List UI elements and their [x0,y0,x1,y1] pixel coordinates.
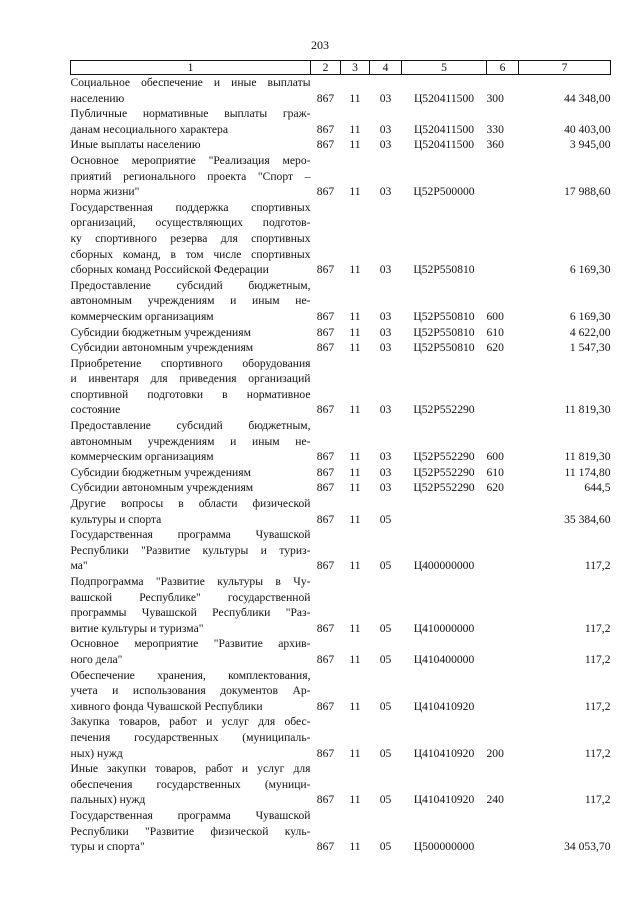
column-header: 3 [341,61,370,75]
table-row [71,356,611,418]
expense-type-code: 200 [486,746,504,760]
expense-type-code [487,200,519,278]
target-article-code: Ц410410920 [413,746,475,760]
target-article-code [402,496,487,527]
item-name-line: населению [70,91,125,105]
ministry-code: 867 [316,481,335,495]
item-name-line: ных) нужд [70,746,123,760]
subsection-code: 03 [379,403,392,417]
target-article-code: Ц520411500 [413,138,475,152]
item-name-line: Субсидии бюджетным учреждениям [70,465,251,479]
section-code: 11 [349,91,361,105]
section-code: 11 [349,746,361,760]
table-row [71,668,611,715]
subsection-code: 03 [379,481,392,495]
item-name-line: хивного фонда Чувашской Республики [70,699,263,713]
target-article-code: Ц410000000 [413,621,475,635]
table-row [71,278,611,325]
amount: 6 169,30 [569,309,611,323]
item-name-line: коммерческим организациям [70,450,214,464]
section-code: 11 [349,465,361,479]
table-row [71,574,611,636]
target-article-code: Ц52Р550810 [413,325,475,339]
ministry-code: 867 [316,840,335,854]
table-row [71,106,611,137]
section-code: 11 [349,559,361,573]
item-name-line: Закупка товаров, работ и услуг для обес- [70,715,311,729]
item-name [71,200,311,278]
item-name-line: ма" [70,559,88,573]
ministry-code: 867 [316,699,335,713]
target-article-code: Ц52Р552290 [413,481,475,495]
section-code: 11 [349,341,361,355]
ministry-code: 867 [316,621,335,635]
subsection-code: 03 [379,185,392,199]
item-name-line: Подпрограмма "Развитие культуры в Чу- [70,575,311,588]
item-name [71,714,311,761]
item-name-line: печения государственных (муниципаль- [70,730,311,744]
item-name [71,761,311,808]
ministry-code: 867 [316,746,335,760]
subsection-code: 03 [379,263,392,277]
expense-type-code [487,808,519,855]
section-code: 11 [349,138,361,152]
item-name-line: данам несоциального характера [70,122,228,136]
item-name-line: Публичные нормативные выплаты граж- [70,107,311,121]
item-name [71,418,311,465]
item-name [71,465,311,481]
item-name [71,480,311,496]
subsection-code: 05 [379,699,392,713]
amount: 35 384,60 [564,512,611,526]
ministry-code: 867 [316,309,335,323]
ministry-code: 867 [316,465,335,479]
table-row [71,153,611,200]
section-code: 11 [349,263,361,277]
ministry-code: 867 [316,341,335,355]
item-name-line: программы Чувашской Республики "Раз- [70,606,311,620]
expense-type-code [487,153,519,200]
item-name-line: Государственная программа Чувашской [70,808,311,822]
item-name [71,808,311,855]
item-name-line: сборных команд Российской Федерации [70,263,269,277]
item-name-line: спортивной подготовки в нормативное [70,387,311,401]
ministry-code: 867 [316,403,335,417]
section-code: 11 [349,699,361,713]
section-code: 11 [349,652,361,666]
expense-type-code [487,496,519,527]
item-name-line: культуры и спорта [70,512,162,526]
item-name [71,153,311,200]
ministry-code: 867 [316,325,335,339]
item-name [71,356,311,418]
table-row [71,200,611,278]
ministry-code: 867 [316,122,335,136]
item-name [71,137,311,153]
amount: 117,2 [584,746,611,760]
item-name-line: Приобретение спортивного оборудования [70,356,311,370]
section-code: 11 [349,325,361,339]
subsection-code: 05 [379,746,392,760]
subsection-code: 05 [379,559,392,573]
section-code: 11 [349,185,361,199]
column-header: 4 [370,61,402,75]
item-name-line: и инвентаря для приведения организаций [70,372,311,386]
item-name-line: Предоставление субсидий бюджетным, [70,278,311,292]
expense-type-code: 360 [486,138,504,152]
expense-type-code: 330 [486,122,504,136]
budget-table [70,60,611,855]
item-name-line: коммерческим организациям [70,309,214,323]
section-code: 11 [349,621,361,635]
item-name-line: туры и спорта" [70,840,145,854]
table-row [71,340,611,356]
item-name-line: Иные выплаты населению [70,138,201,152]
item-name [71,496,311,527]
table-row [71,137,611,153]
subsection-code: 05 [379,621,392,635]
target-article-code: Ц52Р550810 [413,309,475,323]
item-name-line: состояние [70,403,121,417]
target-article-code: Ц52Р552290 [413,465,475,479]
ministry-code: 867 [316,559,335,573]
section-code: 11 [349,122,361,136]
item-name-line: Другие вопросы в области физической [70,497,311,511]
item-name-line: обеспечения государственных (муници- [70,777,311,791]
section-code: 11 [349,403,361,417]
item-name-line: Иные закупки товаров, работ и услуг для [70,762,311,776]
item-name-line: пальных) нужд [70,793,146,807]
amount: 4 622,00 [569,325,611,339]
item-name-line: организаций, осуществляющих подготов- [70,216,311,230]
column-header: 5 [402,61,487,75]
item-name-line: приятий регионального проекта "Спорт – [70,169,311,183]
subsection-code: 03 [379,341,392,355]
header-row [71,61,611,75]
subsection-code: 03 [379,91,392,105]
item-name [71,574,311,636]
section-code: 11 [349,512,361,526]
expense-type-code: 610 [486,325,504,339]
subsection-code: 03 [379,122,392,136]
table-row [71,75,611,107]
target-article-code: Ц52Р552290 [413,450,475,464]
target-article-code: Ц52Р500000 [413,185,475,199]
item-name [71,668,311,715]
amount: 34 053,70 [564,840,611,854]
ministry-code: 867 [316,185,335,199]
item-name-line: автономным учреждениям и иным не- [70,294,311,308]
amount: 11 819,30 [564,450,611,464]
amount: 644,5 [584,481,611,495]
table-row [71,480,611,496]
expense-type-code: 300 [486,91,504,105]
item-name-line: норма жизни" [70,185,140,199]
section-code: 11 [349,450,361,464]
table-row [71,527,611,574]
item-name [71,325,311,341]
amount: 17 988,60 [564,185,611,199]
item-name-line: Обеспечение хранения, комплектования, [70,668,311,682]
subsection-code: 03 [379,138,392,152]
table-row [71,465,611,481]
column-header: 7 [519,61,611,75]
expense-type-code: 600 [486,309,504,323]
item-name-line: Социальное обеспечение и иные выплаты [70,76,311,89]
item-name [71,636,311,667]
ministry-code: 867 [316,263,335,277]
item-name-line: автономным учреждениям и иным не- [70,434,311,448]
amount: 11 819,30 [564,403,611,417]
subsection-code: 05 [379,840,392,854]
item-name-line: Предоставление субсидий бюджетным, [70,419,311,433]
amount: 117,2 [584,652,611,666]
table-row [71,325,611,341]
target-article-code: Ц410410920 [413,699,475,713]
subsection-code: 05 [379,652,392,666]
ministry-code: 867 [316,138,335,152]
item-name [71,106,311,137]
item-name [71,278,311,325]
column-header: 2 [311,61,341,75]
target-article-code: Ц52Р552290 [413,403,475,417]
item-name-line: Государственная поддержка спортивных [70,200,311,214]
expense-type-code: 620 [486,341,504,355]
item-name-line: Субсидии бюджетным учреждениям [70,325,251,339]
item-name [71,340,311,356]
amount: 117,2 [584,621,611,635]
subsection-code: 05 [379,512,392,526]
expense-type-code [487,574,519,636]
expense-type-code: 240 [486,793,504,807]
target-article-code: Ц410400000 [413,652,475,666]
item-name-line: Субсидии автономным учреждениям [70,481,254,495]
subsection-code: 03 [379,465,392,479]
amount: 117,2 [584,699,611,713]
section-code: 11 [349,840,361,854]
ministry-code: 867 [316,450,335,464]
amount: 3 945,00 [569,138,611,152]
expense-type-code: 600 [486,450,504,464]
expense-type-code [487,356,519,418]
table-row [71,636,611,667]
column-header: 1 [71,61,311,75]
item-name [71,75,311,107]
item-name-line: учета и использования документов Ар- [70,684,311,698]
amount: 1 547,30 [569,341,611,355]
item-name-line: витие культуры и туризма" [70,621,204,635]
amount: 6 169,30 [569,263,611,277]
target-article-code: Ц410410920 [413,793,475,807]
item-name-line: сборных команд, в том числе спортивных [70,247,311,261]
subsection-code: 05 [379,793,392,807]
table-row [71,418,611,465]
table-row [71,761,611,808]
subsection-code: 03 [379,450,392,464]
table-row [71,714,611,761]
item-name-line: Субсидии автономным учреждениям [70,341,254,355]
amount: 117,2 [584,793,611,807]
table-row [71,496,611,527]
item-name-line: Основное мероприятие "Реализация меро- [70,153,311,167]
target-article-code: Ц52Р550810 [413,341,475,355]
expense-type-code [487,636,519,667]
section-code: 11 [349,309,361,323]
item-name [71,527,311,574]
target-article-code: Ц520411500 [413,91,475,105]
page-number: 203 [311,38,329,52]
section-code: 11 [349,793,361,807]
expense-type-code: 620 [486,481,504,495]
expense-type-code [487,668,519,715]
section-code: 11 [349,481,361,495]
ministry-code: 867 [316,652,335,666]
target-article-code: Ц400000000 [413,559,475,573]
item-name-line: вашской Республике" государственной [70,590,311,604]
amount: 44 348,00 [564,91,611,105]
item-name-line: Республики "Развитие культуры и туриз- [70,543,311,557]
ministry-code: 867 [316,91,335,105]
subsection-code: 03 [379,325,392,339]
ministry-code: 867 [316,512,335,526]
subsection-code: 03 [379,309,392,323]
amount: 117,2 [584,559,611,573]
expense-type-code: 610 [486,465,504,479]
target-article-code: Ц52Р550810 [413,263,475,277]
item-name-line: Республики "Развитие физической куль- [70,824,311,838]
target-article-code: Ц500000000 [413,840,475,854]
column-header: 6 [487,61,519,75]
item-name-line: ку спортивного резерва для спортивных [70,231,311,245]
item-name-line: ного дела" [70,652,123,666]
amount: 40 403,00 [564,122,611,136]
table-row [71,808,611,855]
item-name-line: Государственная программа Чувашской [70,528,311,542]
target-article-code: Ц520411500 [413,122,475,136]
amount: 11 174,80 [564,465,611,479]
expense-type-code [487,527,519,574]
item-name-line: Основное мероприятие "Развитие архив- [70,637,311,651]
ministry-code: 867 [316,793,335,807]
